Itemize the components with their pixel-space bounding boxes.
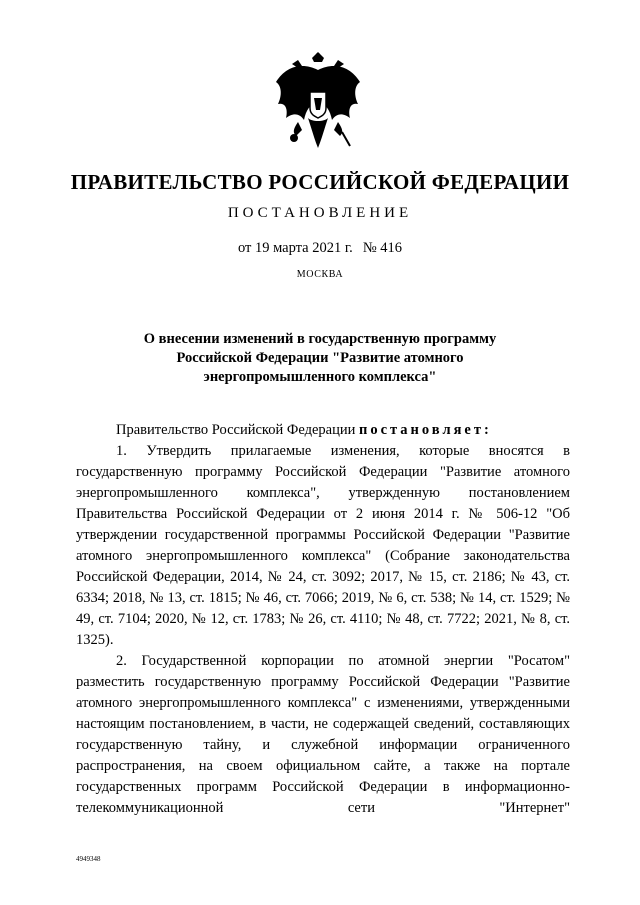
- government-name: ПРАВИТЕЛЬСТВО РОССИЙСКОЙ ФЕДЕРАЦИИ: [70, 170, 570, 194]
- item-1-paragraph: 1. Утвердить прилагаемые изменения, которые вносятся в государственную программу Российской Федерации "Развитие атомного энергопромышленного комплекса", утвержденную постановлением Правительства Российской Федерации от 2 июня 2014 г. № 506-12 "Об утверждении государственной программы Российской Федерации "Развитие атомного энергопромышленного комплекса" (Собрание законодательства Российской Федерации, 2014, № 24, ст. 3092; 2017, № 15, ст. 2186; № 43, ст. 6334; 2018, № 13, ст. 1815; № 46, ст. 7066; 2019, № 6, ст. 538; № 14, ст. 1529; № 49, ст. 7104; 2020, № 12, ст. 1783; № 26, ст. 4110; № 48, ст. 7722; 2021, № 8, ст. 1325).: [76, 443, 570, 648]
- intro-paragraph: [76, 420, 570, 441]
- document-id: 4949348: [76, 855, 101, 863]
- title-line-3: энергопромышленного комплекса": [203, 369, 437, 385]
- document-type: ПОСТАНОВЛЕНИЕ: [227, 205, 413, 221]
- title-line-1: О внесении изменений в государственную программу: [143, 331, 497, 347]
- coat-of-arms-icon: [272, 52, 364, 154]
- document-title: [100, 330, 540, 387]
- intro-text: Правительство Российской Федерации: [116, 422, 359, 438]
- document-date-line: [0, 240, 640, 257]
- item-2-paragraph: 2. Государственной корпорации по атомной энергии "Росатом" разместить государственную программу Российской Федерации "Развитие атомного энергопромышленного комплекса" с изменениями, утвержденными настоящим постановлением, в части, не содержащей сведений, составляющих государственную тайну, и служебной информации ограниченного распространения, на своем официальном сайте, а также на портале государственных программ Российской Федерации в информационно-телекоммуникационной сети "Интернет": [76, 653, 570, 816]
- document-city: МОСКВА: [296, 269, 344, 280]
- title-line-2: Российской Федерации "Развитие атомного: [176, 350, 464, 366]
- decree-word: постановляет:: [358, 422, 492, 438]
- document-number: № 416: [362, 240, 403, 256]
- document-date: от 19 марта 2021 г.: [237, 240, 353, 256]
- document-body: [76, 420, 570, 819]
